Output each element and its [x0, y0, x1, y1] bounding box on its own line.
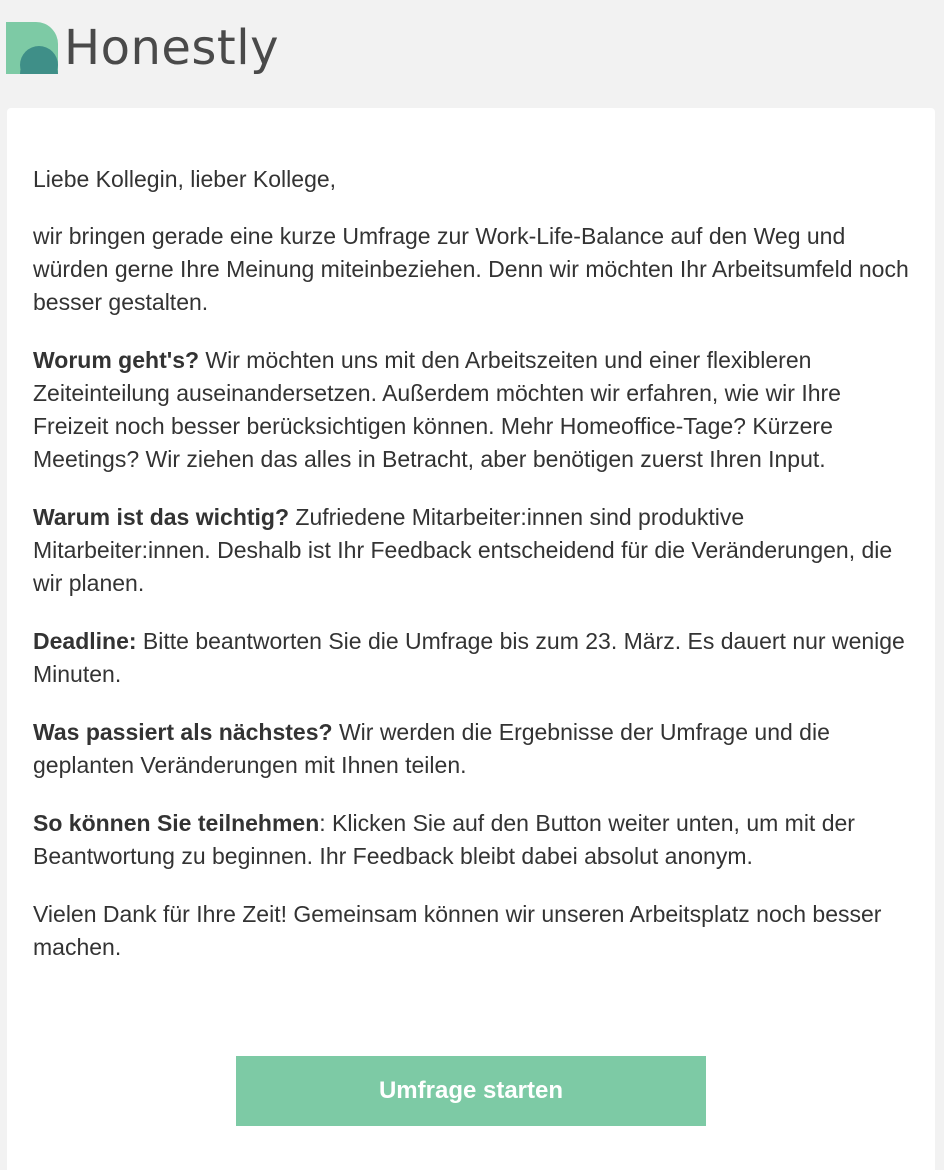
section-heading: Worum geht's?	[33, 347, 200, 373]
section-text: Wir möchten uns mit den Arbeitszeiten und einer flexibleren Zeiteinteilung auseinandersetzen. Außerdem möchten wir erfahren, wie wir Ihre Freizeit noch besser berücksichtigen können. Mehr Homeoffice-Tage? Kürzere Meetings? Wir ziehen das alles in Betracht, aber benötigen zuerst Ihren Input.	[33, 347, 841, 472]
email-header	[0, 0, 944, 108]
email-card	[7, 108, 935, 1170]
section-text: Wir werden die Ergebnisse der Umfrage und die geplanten Veränderungen mit Ihnen teilen.	[33, 719, 830, 778]
email-body	[33, 163, 913, 989]
section-text: Bitte beantworten Sie die Umfrage bis zum 23. März. Es dauert nur wenige Minuten.	[33, 628, 905, 687]
section-heading: Was passiert als nächstes?	[33, 719, 333, 745]
section-heading: Warum ist das wichtig?	[33, 504, 290, 530]
section-warum	[33, 501, 913, 600]
section-participate	[33, 807, 913, 873]
brand-name: Honestly	[64, 20, 279, 76]
intro-paragraph: wir bringen gerade eine kurze Umfrage zur Work-Life-Balance auf den Weg und würden gerne Ihre Meinung miteinbeziehen. Denn wir möchten Ihr Arbeitsumfeld noch besser gestalten.	[33, 223, 909, 315]
section-heading: So können Sie teilnehmen	[33, 810, 320, 836]
section-worum	[33, 344, 913, 476]
closing-paragraph: Vielen Dank für Ihre Zeit! Gemeinsam können wir unseren Arbeitsplatz noch besser machen.	[33, 901, 882, 960]
start-survey-button[interactable]: Umfrage starten	[236, 1056, 706, 1126]
section-text: Zufriedene Mitarbeiter:innen sind produktive Mitarbeiter:innen. Deshalb ist Ihr Feedback entscheidend für die Veränderungen, die wir planen.	[33, 504, 893, 596]
honestly-logo	[6, 20, 279, 76]
section-deadline	[33, 625, 913, 691]
section-next-steps	[33, 716, 913, 782]
honestly-logo-icon	[6, 22, 58, 74]
section-heading: Deadline:	[33, 628, 137, 654]
greeting-text: Liebe Kollegin, lieber Kollege,	[33, 166, 337, 192]
section-text: : Klicken Sie auf den Button weiter unten, um mit der Beantwortung zu beginnen. Ihr Feedback bleibt dabei absolut anonym.	[33, 810, 855, 869]
